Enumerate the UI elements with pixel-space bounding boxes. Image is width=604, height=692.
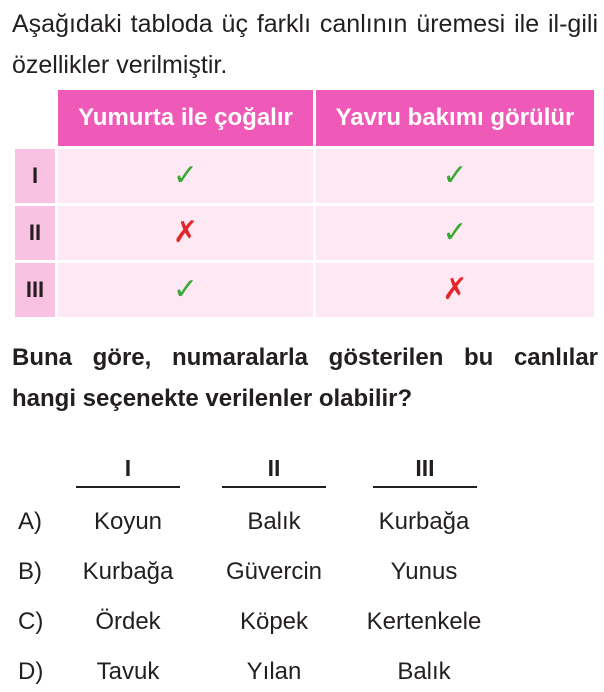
option-value: Koyun: [93, 508, 163, 535]
table-header-row: [14, 89, 596, 148]
table-row: [14, 262, 596, 319]
table-corner: [14, 89, 57, 148]
option-value: Yılan: [246, 658, 302, 685]
table-cell: [57, 205, 315, 262]
check-icon: ✓: [172, 159, 199, 192]
question-text: Buna göre, numaralarla gösterilen bu canlılar hangi seçenekte verilenler olabilir?: [12, 344, 598, 412]
option-a[interactable]: [0, 502, 604, 542]
row-label: III: [14, 262, 57, 319]
option-letter: B): [18, 558, 42, 585]
header-parental-care: Yavru bakımı görülür: [315, 89, 596, 148]
option-d[interactable]: [0, 652, 604, 692]
option-value: Ördek: [95, 608, 161, 635]
option-letter: A): [18, 508, 42, 535]
check-icon: ✓: [442, 216, 468, 249]
table-row: [14, 205, 596, 262]
option-value: Balık: [397, 658, 451, 685]
option-c[interactable]: [0, 602, 604, 642]
header-lays-eggs: Yumurta ile çoğalır: [57, 89, 315, 148]
option-value: Kertenkele: [366, 608, 482, 635]
row-label: I: [14, 148, 57, 205]
table-row: [14, 148, 596, 205]
reproduction-table: [12, 87, 597, 320]
option-value: Balık: [247, 508, 301, 535]
option-value: Tavuk: [96, 658, 160, 685]
option-b[interactable]: [0, 552, 604, 592]
table-cell: [57, 262, 315, 319]
option-value: Kurbağa: [82, 558, 174, 585]
option-value: Güvercin: [225, 558, 323, 585]
option-value: Köpek: [239, 608, 309, 635]
check-icon: ✓: [442, 159, 468, 192]
table-cell: [315, 205, 596, 262]
option-letter: C): [18, 608, 44, 635]
table-cell: [315, 148, 596, 205]
option-value: Kurbağa: [378, 508, 470, 535]
table-cell: [57, 148, 315, 205]
column-header-iii: III: [373, 454, 477, 488]
cross-icon: ✗: [442, 273, 468, 306]
option-letter: D): [18, 658, 44, 685]
table-cell: [315, 262, 596, 319]
column-header-i: I: [76, 454, 180, 488]
column-header-ii: II: [222, 454, 326, 488]
check-icon: ✓: [172, 273, 199, 306]
cross-icon: ✗: [172, 216, 199, 249]
row-label: II: [14, 205, 57, 262]
intro-text: Aşağıdaki tabloda üç farklı canlının üremesi ile il-gili özellikler verilmiştir.: [12, 10, 598, 79]
option-value: Yunus: [390, 558, 458, 585]
